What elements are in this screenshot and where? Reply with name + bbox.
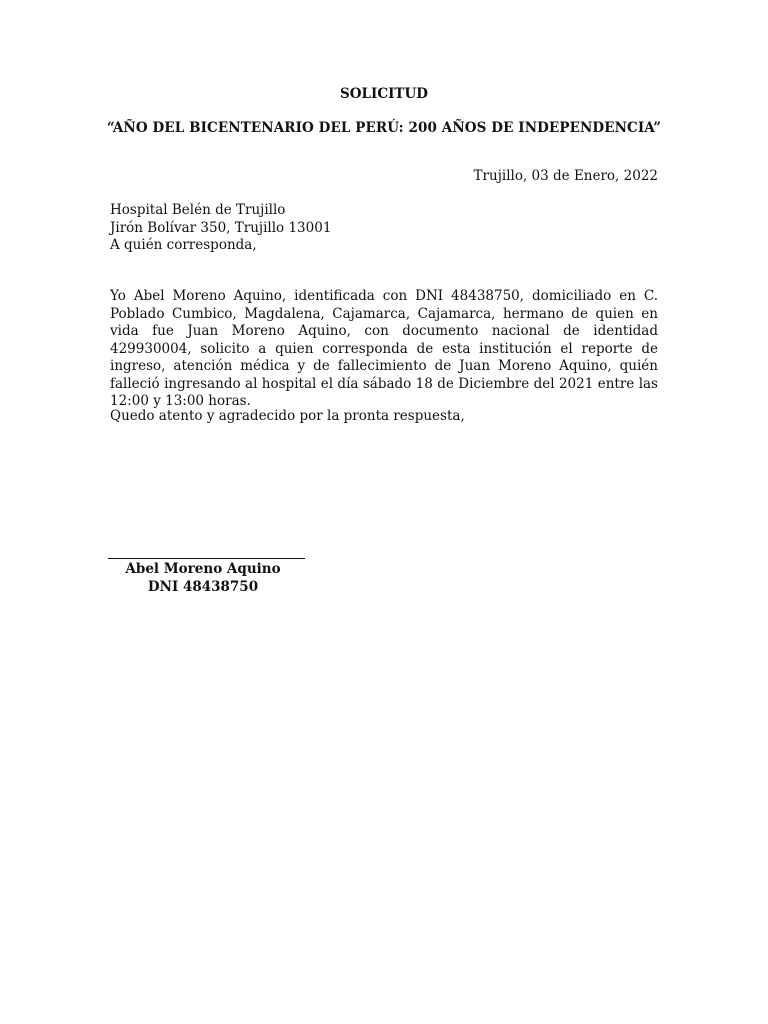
signature-dni: DNI 48438750 — [147, 578, 259, 595]
addressee-institution: Hospital Belén de Trujillo — [110, 202, 286, 218]
closing-line: Quedo atento y agradecido por la pronta respuesta, — [110, 408, 465, 424]
date-line: Trujillo, 03 de Enero, 2022 — [473, 168, 658, 184]
addressee-salutation: A quién corresponda, — [110, 237, 257, 253]
signature-name: Abel Moreno Aquino — [125, 561, 281, 577]
addressee-address: Jirón Bolívar 350, Trujillo 13001 — [110, 219, 332, 236]
document-title: SOLICITUD — [340, 86, 428, 102]
addressee-block — [110, 202, 331, 255]
body-paragraph: Yo Abel Moreno Aquino, identificada con DNI 48438750, domiciliado en C. Poblado Cumbico, Magdalena, Cajamarca, Cajamarca, hermano de quien en vida fue Juan Moreno Aquino, con documento nacional de identidad 429930004, solicito a quien corresponda de esta institución el reporte de ingreso, atención médica y de fallecimiento de Juan Moreno Aquino, quién falleció ingresando al hospital el día sábado 18 de Diciembre del 2021 entre las 12:00 y 13:00 horas. — [110, 288, 658, 409]
signature-line — [108, 558, 305, 559]
signature-block — [108, 561, 298, 596]
document-subtitle: “AÑO DEL BICENTENARIO DEL PERÚ: 200 AÑOS DE INDEPENDENCIA” — [106, 120, 662, 136]
